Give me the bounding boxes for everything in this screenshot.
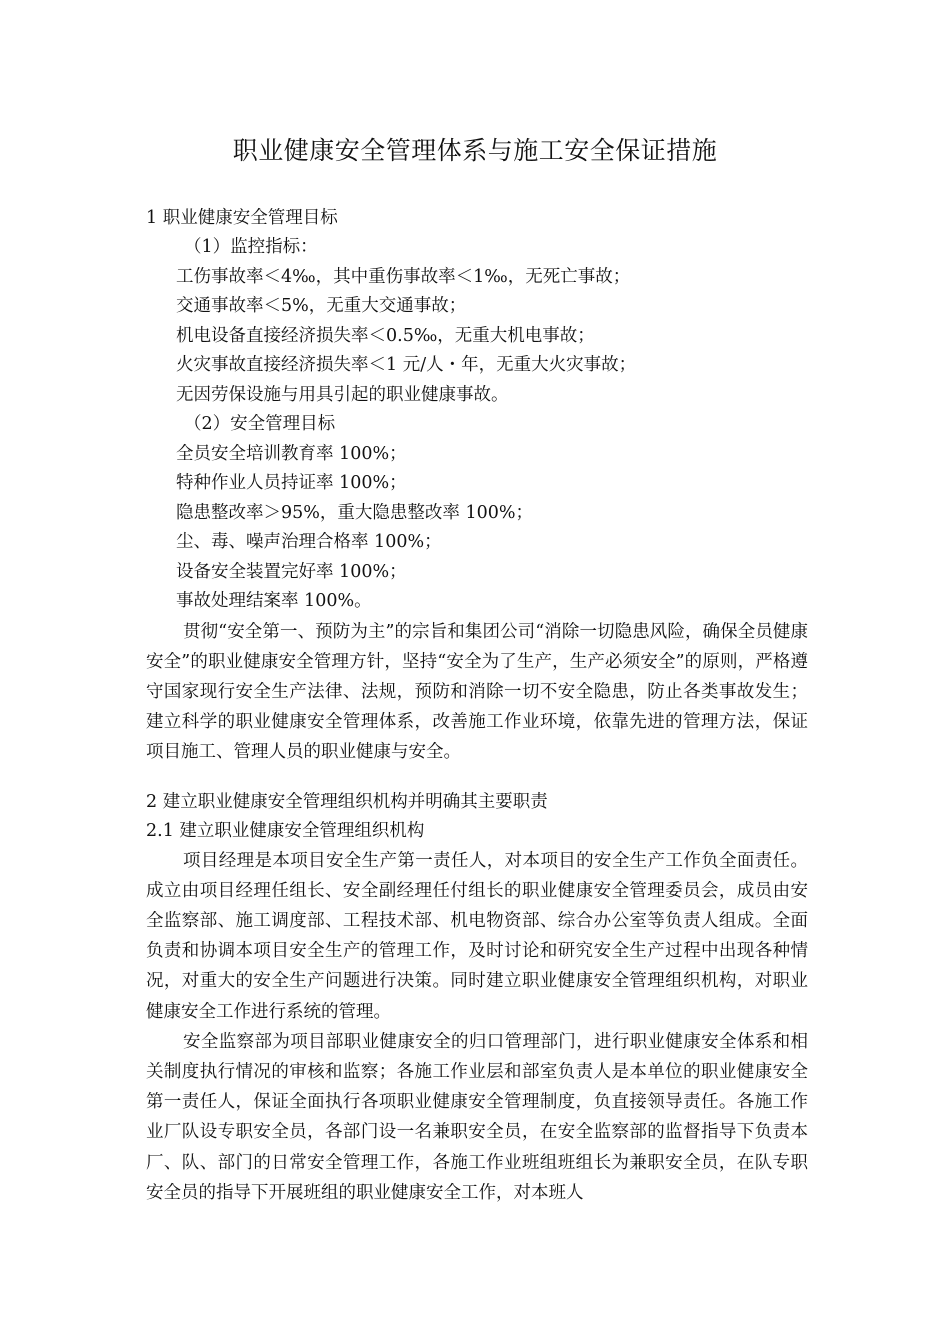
management-target-item: 事故处理结案率 100%。 xyxy=(176,591,372,611)
document-body xyxy=(146,204,808,1208)
subsection-1-heading: （1）监控指标： xyxy=(184,237,318,257)
management-target-item: 特种作业人员持证率 100%； xyxy=(176,473,407,493)
monitoring-item: 火灾事故直接经济损失率＜1 元/人・年，无重大火灾事故； xyxy=(176,355,637,375)
monitoring-item: 交通事故率＜5%，无重大交通事故； xyxy=(176,296,467,316)
policy-paragraph: 贯彻“安全第一、预防为主”的宗旨和集团公司“消除一切隐患风险，确保全员健康安全”的职业健康安全管理方针，坚持“安全为了生产，生产必须安全”的原则，严格遵守国家现行安全生产法律、法规，预防和消除一切不安全隐患，防止各类事故发生；建立科学的职业健康安全管理体系，改善施工作业环境，依靠先进的管理方法，保证项目施工、管理人员的职业健康与安全。 xyxy=(146,621,808,763)
section-1-heading: 1 职业健康安全管理目标 xyxy=(146,208,338,228)
supervision-paragraph: 安全监察部为项目部职业健康安全的归口管理部门，进行职业健康安全体系和相关制度执行情况的审核和监察；各施工作业层和部室负责人是本单位的职业健康安全第一责任人，保证全面执行各项职业健康安全管理制度，负直接领导责任。各施工作业厂队设专职安全员，各部门设一名兼职安全员，在安全监察部的监督指导下负责本厂、队、部门的日常安全管理工作，各施工作业班组班组长为兼职安全员，在队专职安全员的指导下开展班组的职业健康安全工作，对本班人 xyxy=(146,1031,808,1203)
management-target-item: 设备安全装置完好率 100%； xyxy=(176,561,407,582)
management-target-item: 全员安全培训教育率 100%； xyxy=(176,443,407,464)
section-2-heading: 2 建立职业健康安全管理组织机构并明确其主要职责 xyxy=(146,791,548,812)
management-target-item: 隐患整改率＞95%，重大隐患整改率 100%； xyxy=(176,502,533,523)
subsection-2-heading: （2）安全管理目标 xyxy=(184,414,336,434)
subsection-2-1-heading: 2.1 建立职业健康安全管理组织机构 xyxy=(146,820,425,841)
monitoring-item: 无因劳保设施与用具引起的职业健康事故。 xyxy=(176,384,509,405)
monitoring-item: 工伤事故率＜4‰，其中重伤事故率＜1‰，无死亡事故； xyxy=(176,266,631,287)
document-title: 职业健康安全管理体系与施工安全保证措施 xyxy=(232,136,718,165)
monitoring-item: 机电设备直接经济损失率＜0.5‰，无重大机电事故； xyxy=(176,325,595,346)
organization-paragraph: 项目经理是本项目安全生产第一责任人，对本项目的安全生产工作负全面责任。成立由项目经理任组长、安全副经理任付组长的职业健康安全管理委员会，成员由安全监察部、施工调度部、工程技术部、机电物资部、综合办公室等负责人组成。全面负责和协调本项目安全生产的管理工作，及时讨论和研究安全生产过程中出现各种情况，对重大的安全生产问题进行决策。同时建立职业健康安全管理组织机构，对职业健康安全工作进行系统的管理。 xyxy=(146,850,808,1022)
management-target-item: 尘、毒、噪声治理合格率 100%； xyxy=(176,532,442,552)
